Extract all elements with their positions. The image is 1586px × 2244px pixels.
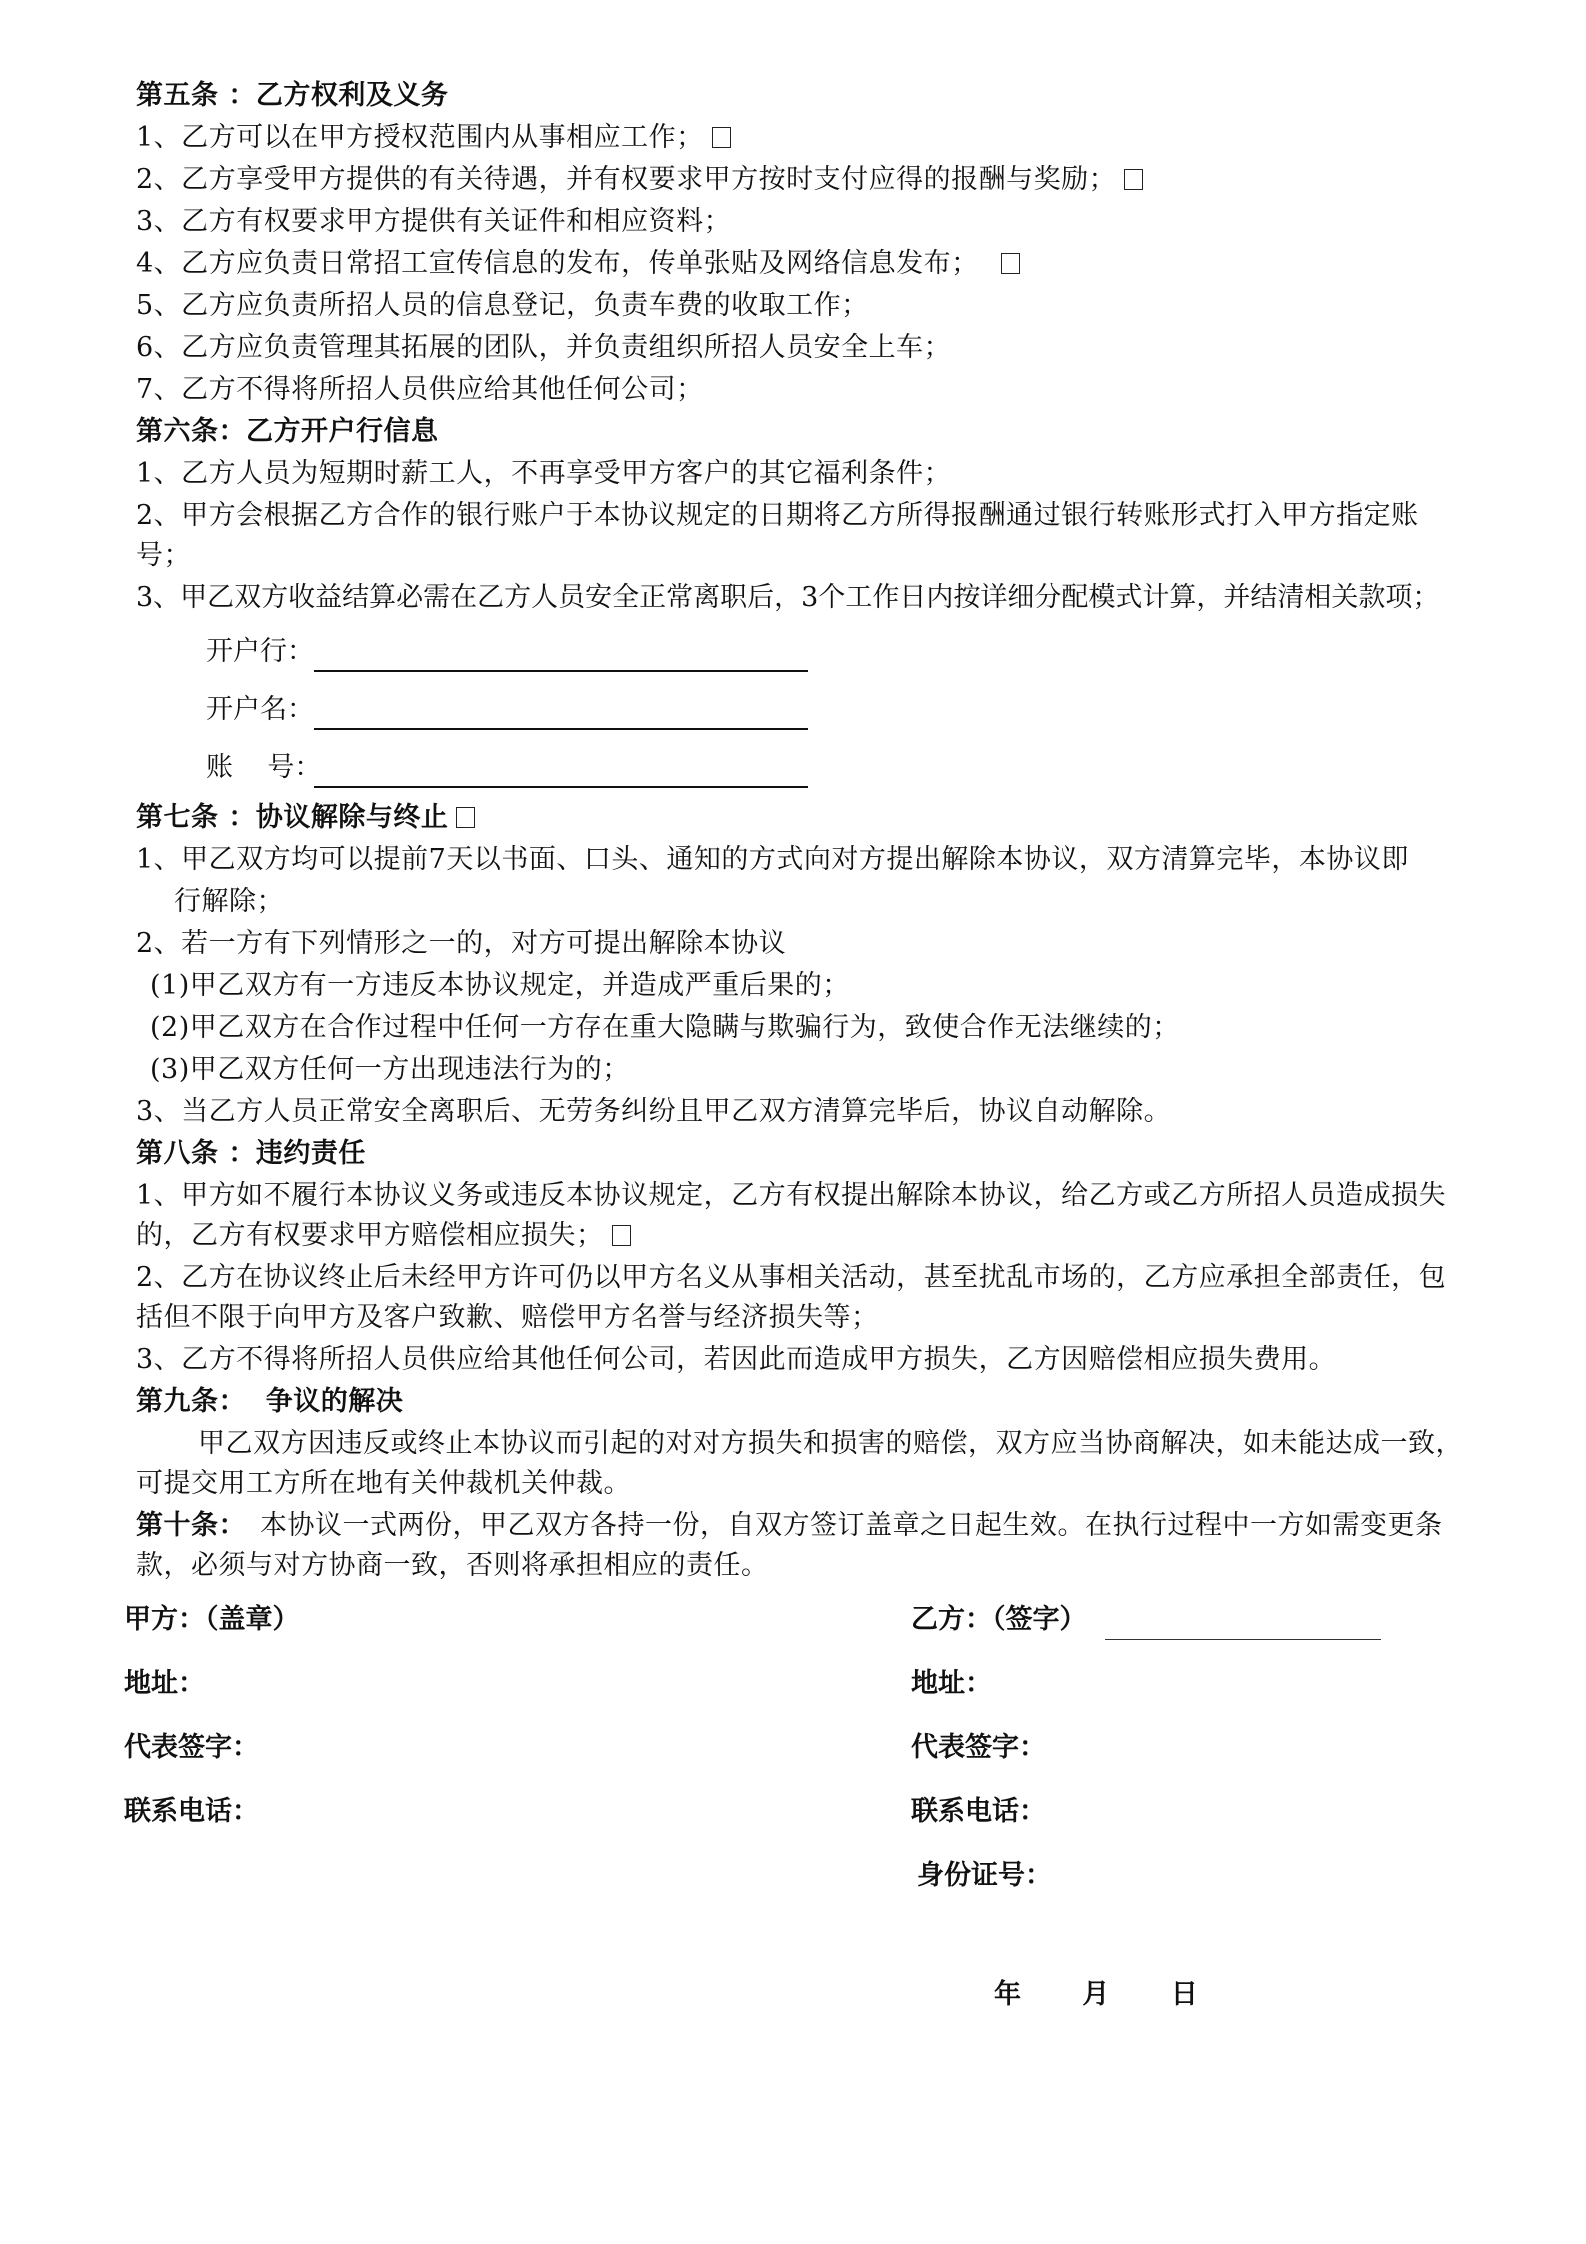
account-no-row [206, 748, 1466, 788]
article-7-item: 3、当乙方人员正常安全离职后、无劳务纠纷且甲乙双方清算完毕后，协议自动解除。 [136, 1096, 1172, 1127]
checkbox-icon [1124, 169, 1143, 190]
party-a-column [124, 1600, 300, 1856]
article-10-body: 本协议一式两份，甲乙双方各持一份，自双方签订盖章之日起生效。在执行过程中一方如需变更条款，必须与对方协商一致，否则将承担相应的责任。 [136, 1510, 1443, 1581]
article-7-subitem: (2)甲乙双方在合作过程中任何一方存在重大隐瞒与欺骗行为，致使合作无法继续的； [150, 1012, 1180, 1043]
article-5-item: 5、乙方应负责所招人员的信息登记，负责车费的收取工作； [136, 290, 869, 321]
article-6-heading: 第六条：乙方开户行信息 [136, 416, 439, 447]
party-b-address-label: 地址： [911, 1668, 992, 1699]
party-b-phone-label: 联系电话： [911, 1796, 1046, 1827]
party-a-seal-label: 甲方：（盖章） [124, 1604, 300, 1635]
party-a-rep-sign-label: 代表签字： [124, 1732, 259, 1763]
article-9-heading: 第九条： 争议的解决 [136, 1386, 404, 1417]
checkbox-icon [712, 127, 731, 148]
article-7-item: 2、若一方有下列情形之一的，对方可提出解除本协议 [136, 928, 787, 959]
date-day-label: 日 [1170, 1979, 1198, 2010]
article-8-item: 3、乙方不得将所招人员供应给其他任何公司，若因此而造成甲方损失，乙方因赔偿相应损失费用。 [136, 1344, 1337, 1375]
article-9-body: 甲乙双方因违反或终止本协议而引起的对对方损失和损害的赔偿，双方应当协商解决，如未能达成一致，可提交用工方所在地有关仲裁机关仲裁。 [136, 1428, 1463, 1499]
article-6-item: 2、甲方会根据乙方合作的银行账户于本协议规定的日期将乙方所得报酬通过银行转账形式打入甲方指定账号； [136, 500, 1419, 571]
article-7-item: 1、甲乙双方均可以提前7天以书面、口头、通知的方式向对方提出解除本协议，双方清算完毕，本协议即 [136, 844, 1409, 875]
article-10 [136, 1506, 1466, 1586]
contract-page [124, 76, 1466, 2010]
account-name-field[interactable] [314, 698, 808, 730]
article-7-item-continued: 行解除； [174, 886, 284, 917]
account-no-label: 账 号： [206, 752, 322, 783]
account-no-field[interactable] [314, 756, 808, 788]
article-6-item: 3、甲乙双方收益结算必需在乙方人员安全正常离职后，3个工作日内按详细分配模式计算，并结清相关款项； [136, 582, 1440, 613]
party-a-address-label: 地址： [124, 1668, 205, 1699]
article-5-item: 2、乙方享受甲方提供的有关待遇，并有权要求甲方按时支付应得的报酬与奖励； [136, 160, 1466, 200]
article-8-item: 1、甲方如不履行本协议义务或违反本协议规定，乙方有权提出解除本协议，给乙方或乙方所招人员造成损失的，乙方有权要求甲方赔偿相应损失； [136, 1180, 1447, 1251]
date-month-label: 月 [1082, 1979, 1110, 2010]
account-name-row [206, 690, 1466, 730]
bank-name-field[interactable] [314, 640, 808, 672]
checkbox-icon [612, 1225, 631, 1246]
party-b-column [911, 1600, 1381, 1920]
account-name-label: 开户名： [206, 694, 314, 725]
party-b-sign-label: 乙方：（签字） [911, 1604, 1087, 1635]
article-7-heading: 第七条 ：协议解除与终止 [136, 798, 1466, 838]
party-a-phone-label: 联系电话： [124, 1796, 259, 1827]
article-7-subitem: (3)甲乙双方任何一方出现违法行为的； [150, 1054, 630, 1085]
date-year-label: 年 [994, 1979, 1021, 2010]
article-8-heading: 第八条 ：违约责任 [136, 1138, 366, 1169]
checkbox-icon [1001, 253, 1020, 274]
article-5-item: 1、乙方可以在甲方授权范围内从事相应工作； [136, 118, 1466, 158]
party-b-signature-field[interactable] [1105, 1611, 1381, 1640]
article-5-item: 4、乙方应负责日常招工宣传信息的发布，传单张贴及网络信息发布； [136, 244, 1466, 284]
article-10-heading: 第十条： [136, 1510, 246, 1541]
party-b-rep-sign-label: 代表签字： [911, 1732, 1046, 1763]
signature-block [124, 1600, 1466, 2010]
checkbox-icon [456, 807, 475, 828]
article-5-item: 7、乙方不得将所招人员供应给其他任何公司； [136, 374, 704, 405]
bank-name-row [206, 632, 1466, 672]
date-row [994, 1972, 1250, 2011]
party-b-sign-row [911, 1600, 1381, 1664]
party-b-id-label: 身份证号： [917, 1860, 1052, 1891]
article-8-item: 2、乙方在协议终止后未经甲方许可仍以甲方名义从事相关活动，甚至扰乱市场的，乙方应承担全部责任，包括但不限于向甲方及客户致歉、赔偿甲方名誉与经济损失等； [136, 1262, 1447, 1333]
article-6-item: 1、乙方人员为短期时薪工人，不再享受甲方客户的其它福利条件； [136, 458, 952, 489]
article-5-item: 3、乙方有权要求甲方提供有关证件和相应资料； [136, 206, 732, 237]
bank-name-label: 开户行： [206, 636, 314, 667]
article-7-subitem: (1)甲乙双方有一方违反本协议规定，并造成严重后果的； [150, 970, 850, 1001]
article-5-item: 6、乙方应负责管理其拓展的团队，并负责组织所招人员安全上车； [136, 332, 952, 363]
article-5-heading: 第五条 ：乙方权利及义务 [136, 80, 449, 111]
